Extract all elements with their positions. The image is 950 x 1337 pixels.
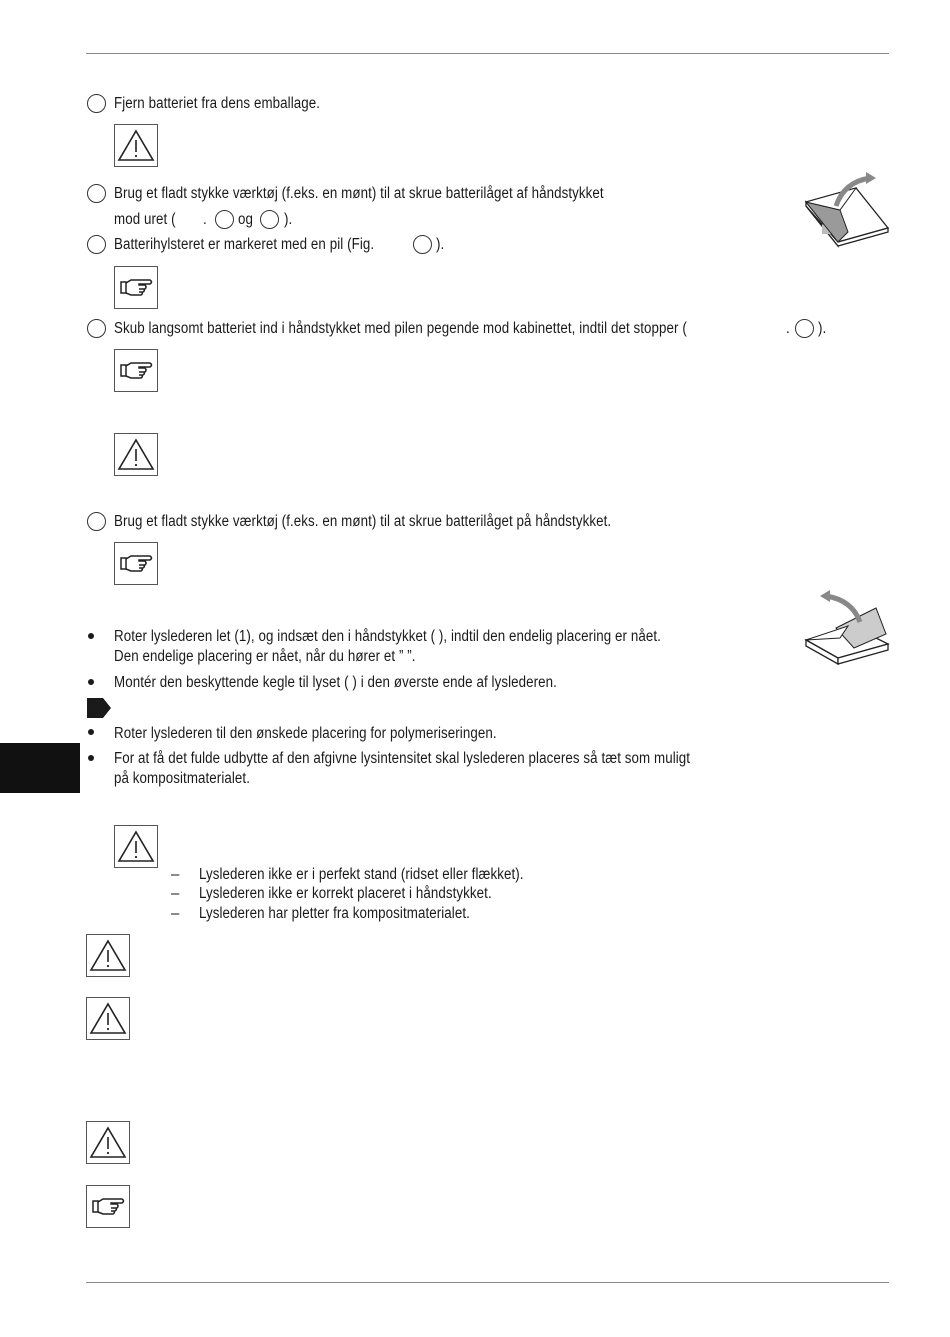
step-number-circle	[87, 235, 106, 254]
dash-marker: –	[171, 885, 180, 902]
pointing-hand-icon	[114, 349, 158, 392]
bullet-4-line1: For at få det fulde udbytte af den afgivne lysintensitet skal lyslederen placeres så tæt som muligt	[114, 750, 691, 767]
pointing-hand-icon	[114, 266, 158, 309]
bullet-4-line2: på kompositmaterialet.	[114, 770, 251, 787]
warning-triangle-icon	[114, 433, 158, 476]
bullet-1-line1: Roter lyslederen let (1), og indsæt den i håndstykket ( ), indtil den endelig placering er nået.	[114, 628, 661, 645]
dash-marker: –	[171, 866, 180, 883]
figure-ref-circle	[260, 210, 279, 229]
footer-rule	[86, 1282, 889, 1283]
bullet-dot	[88, 633, 94, 639]
step-1-text: Fjern batteriet fra dens emballage.	[114, 95, 321, 112]
dash-item: Lyslederen ikke er i perfekt stand (ridset eller flækket).	[199, 866, 524, 883]
box-close-illustration	[800, 588, 892, 666]
header-rule	[86, 53, 889, 54]
step-2-text-line2: mod uret (	[114, 211, 176, 228]
step-number-circle	[87, 512, 106, 531]
step-2-text-line1: Brug et fladt stykke værktøj (f.eks. en mønt) til at skrue batterilåget af håndstykket	[114, 185, 604, 202]
step-number-circle	[87, 319, 106, 338]
pointing-hand-icon	[114, 542, 158, 585]
bullet-dot	[88, 729, 94, 735]
bullet-dot	[88, 755, 94, 761]
warning-triangle-icon	[86, 997, 130, 1040]
figure-ref-circle	[795, 319, 814, 338]
warning-triangle-icon	[114, 825, 158, 868]
figure-ref-end: ).	[818, 320, 827, 337]
bullet-3-text: Roter lyslederen til den ønskede placering for polymeriseringen.	[114, 725, 497, 742]
dash-marker: –	[171, 905, 180, 922]
bullet-1-line2: Den endelige placering er nået, når du hører et ” ”.	[114, 648, 416, 665]
bullet-2-text: Montér den beskyttende kegle til lyset ( ) i den øverste ende af lyslederen.	[114, 674, 557, 691]
figure-ref-end: ).	[436, 236, 445, 253]
warning-triangle-icon	[86, 934, 130, 977]
step-5-text: Brug et fladt stykke værktøj (f.eks. en mønt) til at skrue batterilåget på håndstykket.	[114, 513, 612, 530]
dash-item: Lyslederen har pletter fra kompositmaterialet.	[199, 905, 470, 922]
figure-ref-dot: .	[786, 320, 790, 337]
warning-triangle-icon	[86, 1121, 130, 1164]
step-number-circle	[87, 94, 106, 113]
section-flag-icon	[87, 698, 111, 718]
figure-ref-circle	[215, 210, 234, 229]
figure-ref-og: og	[238, 211, 254, 228]
bullet-dot	[88, 679, 94, 685]
figure-ref-end: ).	[284, 211, 293, 228]
chapter-tab	[0, 743, 80, 793]
dash-item: Lyslederen ikke er korrekt placeret i håndstykket.	[199, 885, 492, 902]
step-number-circle	[87, 184, 106, 203]
box-open-illustration	[800, 172, 892, 250]
step-3-text: Batterihylsteret er markeret med en pil (Fig.	[114, 236, 375, 253]
warning-triangle-icon	[114, 124, 158, 167]
figure-ref-circle	[413, 235, 432, 254]
figure-ref-dot: .	[203, 211, 207, 228]
pointing-hand-icon	[86, 1185, 130, 1228]
step-4-text: Skub langsomt batteriet ind i håndstykket med pilen pegende mod kabinettet, indtil det stopper (	[114, 320, 687, 337]
